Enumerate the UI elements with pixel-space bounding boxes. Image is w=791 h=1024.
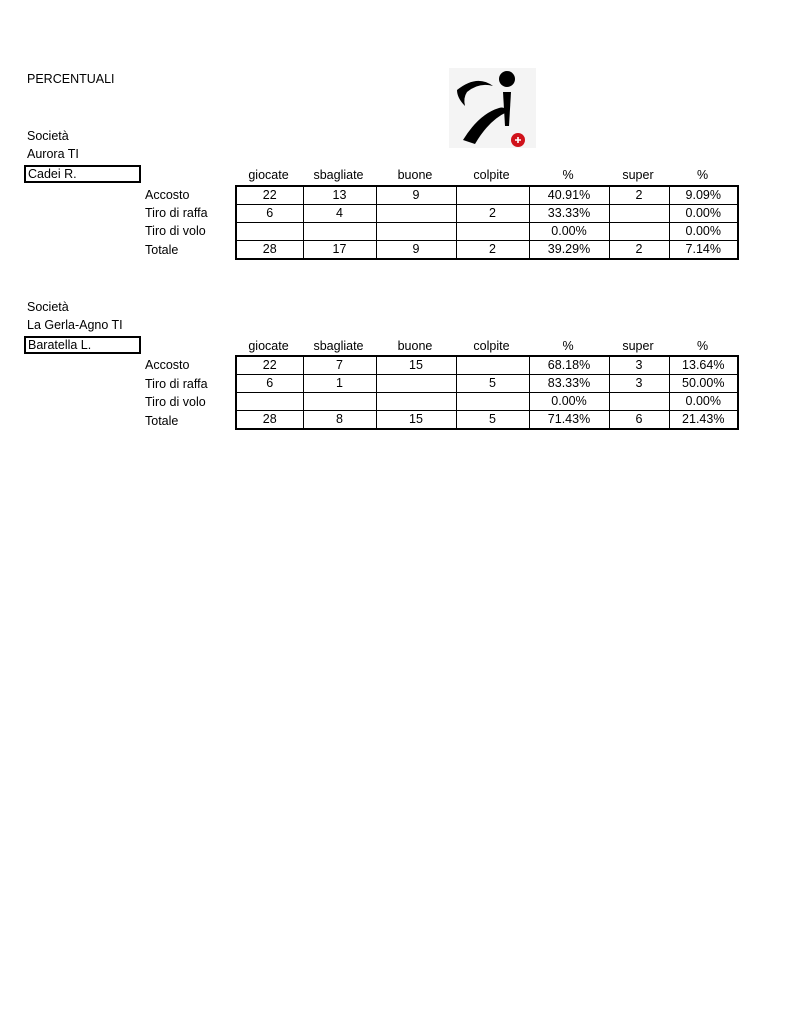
bocce-player-logo-icon (449, 68, 536, 148)
header-buone: buone (397, 339, 433, 353)
cell: 6 (236, 375, 303, 393)
cell: 1 (303, 375, 376, 393)
cell: 28 (236, 411, 303, 430)
cell: 22 (236, 356, 303, 375)
header-colpite: colpite (473, 339, 510, 353)
cell: 2 (456, 241, 529, 260)
cell (609, 223, 669, 241)
header-sbagliate: sbagliate (313, 168, 364, 182)
player-name: Baratella L. (24, 336, 141, 354)
row-label-accosto: Accosto (145, 358, 190, 372)
cell: 68.18% (529, 356, 609, 375)
cell: 39.29% (529, 241, 609, 260)
cell: 2 (456, 205, 529, 223)
table-row (236, 375, 738, 393)
cell: 9 (376, 186, 456, 205)
cell: 0.00% (669, 393, 738, 411)
cell (609, 205, 669, 223)
cell: 7 (303, 356, 376, 375)
club-name: Aurora TI (27, 147, 79, 161)
cell: 21.43% (669, 411, 738, 430)
header-super-percent: % (696, 168, 709, 182)
table-row-total (236, 411, 738, 430)
header-colpite: colpite (473, 168, 510, 182)
header-giocate: giocate (248, 168, 289, 182)
cell: 83.33% (529, 375, 609, 393)
cell: 22 (236, 186, 303, 205)
cell: 15 (376, 356, 456, 375)
club-name: La Gerla-Agno TI (27, 318, 123, 332)
cell: 15 (376, 411, 456, 430)
cell: 2 (609, 186, 669, 205)
cell: 50.00% (669, 375, 738, 393)
table-row-total (236, 241, 738, 260)
header-percent: % (562, 168, 574, 182)
cell: 28 (236, 241, 303, 260)
cell (456, 223, 529, 241)
header-super: super (622, 339, 654, 353)
table-row (236, 393, 738, 411)
row-label-tiro-volo: Tiro di volo (145, 224, 206, 238)
row-label-totale: Totale (145, 243, 179, 257)
cell: 6 (236, 205, 303, 223)
cell: 9 (376, 241, 456, 260)
cell (456, 186, 529, 205)
cell: 71.43% (529, 411, 609, 430)
cell: 0.00% (669, 205, 738, 223)
stats-table (235, 185, 739, 260)
cell: 0.00% (669, 223, 738, 241)
cell: 40.91% (529, 186, 609, 205)
header-giocate: giocate (248, 339, 289, 353)
row-label-tiro-raffa: Tiro di raffa (145, 377, 208, 391)
page-title: PERCENTUALI (27, 72, 115, 86)
cell: 4 (303, 205, 376, 223)
cell (376, 375, 456, 393)
table-row (236, 356, 738, 375)
table-row (236, 205, 738, 223)
cell: 8 (303, 411, 376, 430)
row-label-tiro-raffa: Tiro di raffa (145, 206, 208, 220)
cell (376, 205, 456, 223)
cell: 5 (456, 375, 529, 393)
row-label-totale: Totale (145, 414, 179, 428)
table-row (236, 223, 738, 241)
cell: 0.00% (529, 393, 609, 411)
cell: 5 (456, 411, 529, 430)
cell (236, 393, 303, 411)
cell: 7.14% (669, 241, 738, 260)
table-row (236, 186, 738, 205)
cell (236, 223, 303, 241)
cell (456, 393, 529, 411)
cell: 13 (303, 186, 376, 205)
cell: 6 (609, 411, 669, 430)
cell: 9.09% (669, 186, 738, 205)
cell: 2 (609, 241, 669, 260)
cell (303, 223, 376, 241)
societa-label: Società (27, 300, 69, 314)
cell: 33.33% (529, 205, 609, 223)
cell (456, 356, 529, 375)
cell: 3 (609, 356, 669, 375)
cell: 0.00% (529, 223, 609, 241)
cell: 17 (303, 241, 376, 260)
header-super-percent: % (696, 339, 709, 353)
cell (609, 393, 669, 411)
cell (376, 393, 456, 411)
cell (376, 223, 456, 241)
row-label-accosto: Accosto (145, 188, 190, 202)
player-name: Cadei R. (24, 165, 141, 183)
header-sbagliate: sbagliate (313, 339, 364, 353)
header-buone: buone (397, 168, 433, 182)
cell (303, 393, 376, 411)
header-percent: % (562, 339, 574, 353)
header-super: super (622, 168, 654, 182)
cell: 13.64% (669, 356, 738, 375)
stats-table (235, 355, 739, 430)
societa-label: Società (27, 129, 69, 143)
cell: 3 (609, 375, 669, 393)
row-label-tiro-volo: Tiro di volo (145, 395, 206, 409)
